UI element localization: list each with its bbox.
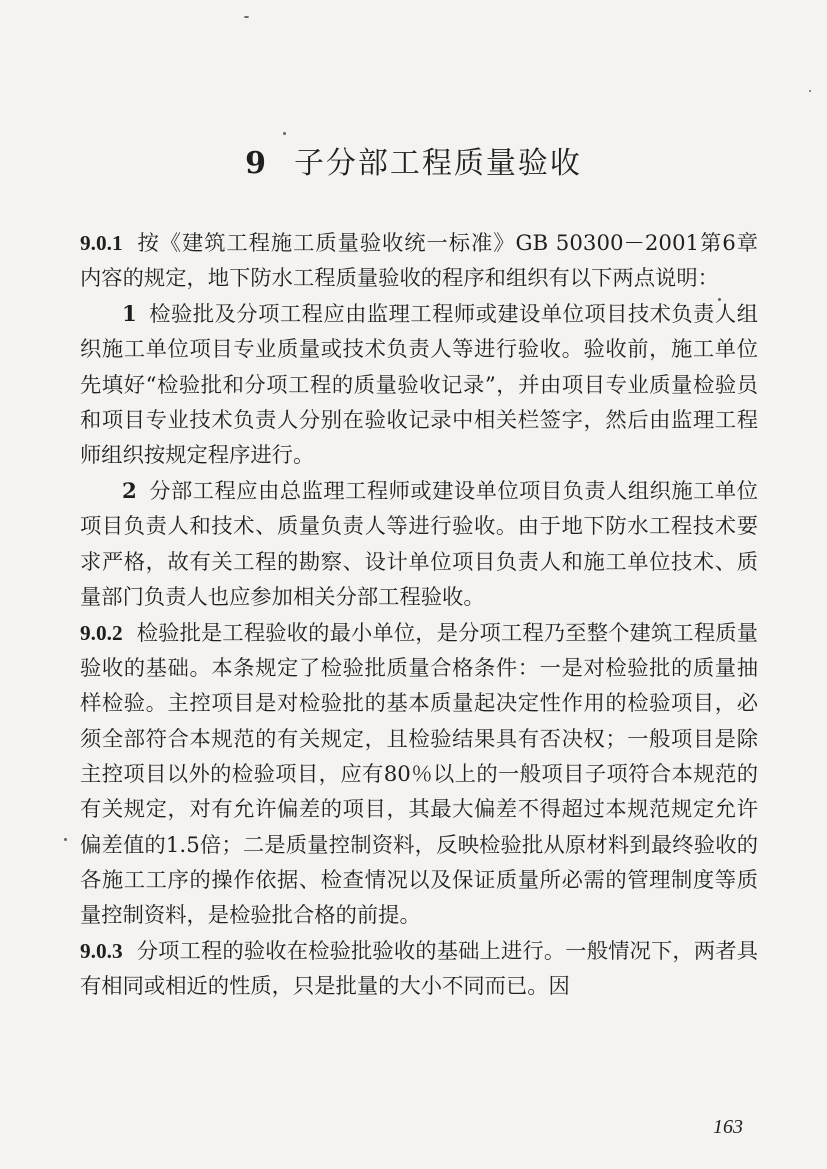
scan-speck (718, 298, 721, 301)
scan-speck (283, 132, 286, 135)
clause-number: 9.0.3 (80, 938, 123, 963)
chapter-number: 9 (245, 146, 268, 181)
clause-text: 分项工程的验收在检验批验收的基础上进行。一般情况下，两者具有相同或相近的性质，只是批量的大小不同而已。因 (80, 938, 758, 1000)
clause-9-0-1-item-2 (80, 474, 758, 615)
item-text: 分部工程应由总监理工程师或建设单位项目负责人组织施工单位项目负责人和技术、质量负责人等进行验收。由于地下防水工程技术要求严格，故有关工程的勘察、设计单位项目负责人和施工单位技术、质量部门负责人也应参加相关分部工程验收。 (80, 479, 758, 610)
scan-speck (64, 838, 67, 841)
clause-9-0-1 (80, 226, 758, 297)
clause-9-0-1-item-1 (80, 297, 758, 473)
clause-9-0-3 (80, 934, 758, 1005)
clause-text: 按《建筑工程施工质量验收统一标准》GB 50300－2001第6章内容的规定，地下防水工程质量验收的程序和组织有以下两点说明： (80, 231, 758, 292)
item-text: 检验批及分项工程应由监理工程师或建设单位项目技术负责人组织施工单位项目专业质量或技术负责人等进行验收。验收前，施工单位先填好“检验批和分项工程的质量验收记录”，并由项目专业质量检验员和项目专业技术负责人分别在验收记录中相关栏签字，然后由监理工程师组织按规定程序进行。 (80, 302, 758, 469)
clause-9-0-2 (80, 616, 758, 934)
clause-text: 检验批是工程验收的最小单位，是分项工程乃至整个建筑工程质量验收的基础。本条规定了检验批质量合格条件：一是对检验批的质量抽样检验。主控项目是对检验批的基本质量起决定性作用的检验项目，必须全部符合本规范的有关规定，且检验结果具有否决权；一般项目是除主控项目以外的检验项目，应有80％以上的一般项目子项符合本规范的有关规定，对有允许偏差的项目，其最大偏差不得超过本规范规定允许偏差值的1.5倍；二是质量控制资料，反映检验批从原材料到最终验收的各施工工序的操作依据、检查情况以及保证质量所必需的管理制度等质量控制资料，是检验批合格的前提。 (80, 620, 758, 929)
document-body (80, 226, 758, 1005)
scan-speck (244, 16, 249, 18)
chapter-heading (0, 138, 827, 182)
item-number: 1 (122, 302, 137, 328)
page-number: 163 (713, 1116, 743, 1138)
clause-number: 9.0.1 (80, 231, 123, 255)
chapter-title: 子分部工程质量验收 (293, 146, 582, 181)
scan-speck (809, 90, 811, 92)
clause-number: 9.0.2 (80, 620, 123, 645)
item-number: 2 (122, 479, 137, 505)
